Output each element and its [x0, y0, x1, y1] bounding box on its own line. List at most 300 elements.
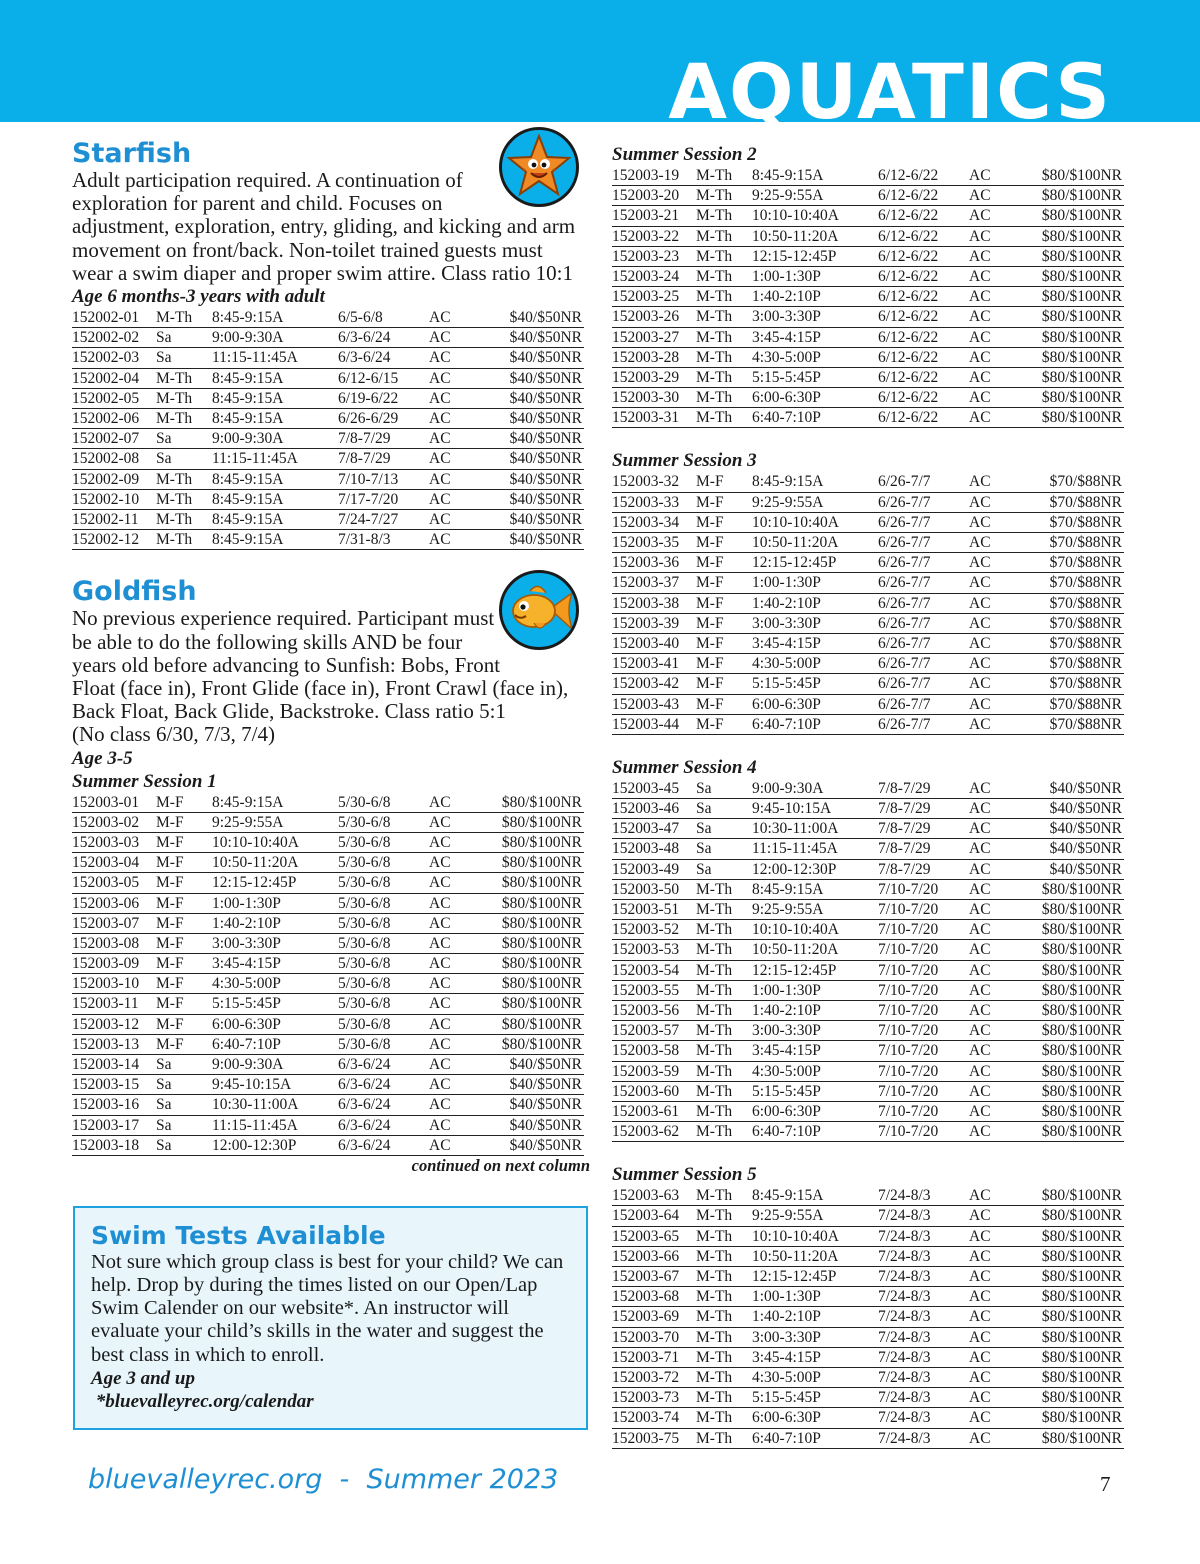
class-fee: $80/$100NR [501, 975, 582, 993]
class-code: 152003-04 [72, 854, 140, 872]
class-time: 3:45-4:15P [752, 1348, 821, 1366]
class-days: M-Th [696, 328, 733, 346]
class-fee: $40/$50NR [509, 1056, 582, 1074]
class-days: M-Th [696, 941, 733, 959]
class-days: M-Th [696, 187, 733, 205]
class-fee: $40/$50NR [509, 1116, 582, 1134]
swim-tests-box [73, 1206, 588, 1430]
class-days: M-Th [156, 531, 193, 549]
class-location: AC [969, 1207, 991, 1225]
class-location: AC [969, 267, 991, 285]
session2-table [612, 166, 1124, 428]
class-time: 8:45-9:15A [212, 389, 284, 407]
class-dates: 7/10-7/20 [878, 1102, 939, 1120]
class-row [612, 1348, 1124, 1368]
class-dates: 5/30-6/8 [338, 955, 391, 973]
class-location: AC [429, 995, 451, 1013]
class-fee: $80/$100NR [501, 833, 582, 851]
class-days: M-Th [696, 1409, 733, 1427]
class-days: Sa [156, 450, 172, 468]
class-days: M-F [156, 995, 184, 1013]
class-row [612, 573, 1124, 593]
class-fee: $40/$50NR [509, 1096, 582, 1114]
class-location: AC [429, 854, 451, 872]
class-time: 6:00-6:30P [752, 1409, 821, 1427]
class-dates: 6/12-6/22 [878, 308, 939, 326]
class-days: M-F [156, 793, 184, 811]
class-row [612, 328, 1124, 348]
class-row [612, 715, 1124, 735]
class-dates: 7/24-8/3 [878, 1389, 931, 1407]
class-dates: 6/12-6/22 [878, 328, 939, 346]
class-days: M-Th [696, 389, 733, 407]
class-time: 10:30-11:00A [752, 820, 839, 838]
class-location: AC [429, 1076, 451, 1094]
class-dates: 7/10-7/13 [338, 470, 399, 488]
class-fee: $70/$88NR [1049, 715, 1122, 733]
session4-table [612, 779, 1124, 1142]
class-time: 6:40-7:10P [752, 715, 821, 733]
class-code: 152003-37 [612, 574, 680, 592]
class-time: 8:45-9:15A [752, 167, 824, 184]
class-row [72, 954, 584, 974]
class-days: M-Th [696, 247, 733, 265]
class-code: 152003-67 [612, 1268, 680, 1285]
class-days: M-Th [696, 1001, 733, 1019]
class-time: 3:45-4:15P [212, 955, 281, 973]
class-time: 4:30-5:00P [212, 975, 281, 993]
class-time: 1:00-1:30P [212, 894, 281, 912]
class-location: AC [969, 167, 991, 184]
goldfish-mascot-icon [499, 570, 579, 650]
class-dates: 5/30-6/8 [338, 934, 391, 952]
class-dates: 6/3-6/24 [338, 1056, 391, 1074]
footer-site: bluevalleyrec.org - Summer 2023 [88, 1464, 559, 1495]
class-time: 9:25-9:55A [752, 493, 824, 511]
class-row [612, 493, 1124, 513]
class-location: AC [429, 833, 451, 851]
class-row [612, 695, 1124, 715]
class-days: M-Th [696, 1429, 733, 1447]
class-dates: 6/12-6/22 [878, 288, 939, 306]
class-row [612, 166, 1124, 186]
class-location: AC [969, 860, 991, 878]
class-time: 9:25-9:55A [752, 187, 824, 205]
class-location: AC [969, 1389, 991, 1407]
class-dates: 7/10-7/20 [878, 961, 939, 979]
class-days: M-Th [696, 267, 733, 285]
class-dates: 7/8-7/29 [338, 430, 391, 448]
goldfish-desc-line: (No class 6/30, 7/3, 7/4) [72, 722, 275, 747]
class-code: 152003-52 [612, 921, 680, 939]
class-location: AC [429, 389, 451, 407]
class-row [72, 1136, 584, 1156]
class-days: M-F [696, 534, 724, 551]
class-time: 8:45-9:15A [212, 309, 284, 327]
goldfish-desc-line: be able to do the following skills AND be four [72, 629, 463, 654]
class-fee: $70/$88NR [1049, 634, 1122, 652]
class-code: 152003-74 [612, 1409, 680, 1427]
class-code: 152003-63 [612, 1187, 680, 1205]
starfish-icon [502, 130, 576, 204]
class-dates: 6/3-6/24 [338, 349, 391, 367]
class-code: 152002-08 [72, 450, 140, 468]
class-time: 3:00-3:30P [752, 308, 821, 326]
class-dates: 6/26-7/7 [878, 634, 931, 652]
class-row [72, 853, 584, 873]
class-days: Sa [156, 1076, 172, 1094]
class-dates: 5/30-6/8 [338, 1015, 391, 1033]
class-dates: 6/26-7/7 [878, 473, 931, 491]
class-code: 152003-27 [612, 328, 680, 346]
class-code: 152002-06 [72, 410, 140, 427]
class-code: 152003-15 [72, 1076, 140, 1094]
class-code: 152003-32 [612, 473, 680, 491]
class-dates: 7/24-8/3 [878, 1328, 931, 1346]
class-fee: $80/$100NR [501, 934, 582, 952]
class-fee: $40/$50NR [509, 490, 582, 508]
class-days: M-Th [696, 961, 733, 979]
class-code: 152003-01 [72, 793, 140, 811]
class-time: 9:25-9:55A [212, 813, 284, 831]
class-time: 9:00-9:30A [752, 779, 824, 797]
class-code: 152003-41 [612, 655, 680, 673]
class-days: M-Th [696, 207, 733, 225]
class-fee: $80/$100NR [1041, 981, 1122, 999]
class-time: 10:50-11:20A [752, 941, 839, 959]
class-row [612, 839, 1124, 859]
class-code: 152002-12 [72, 531, 140, 549]
class-dates: 6/3-6/24 [338, 329, 391, 347]
class-code: 152003-73 [612, 1389, 680, 1407]
class-row [72, 409, 584, 429]
class-fee: $80/$100NR [1041, 961, 1122, 979]
class-location: AC [969, 675, 991, 693]
class-days: Sa [696, 800, 712, 818]
class-time: 1:00-1:30P [752, 1288, 821, 1306]
class-row [72, 873, 584, 893]
class-location: AC [429, 874, 451, 892]
class-days: M-F [156, 934, 184, 952]
class-row [72, 833, 584, 853]
class-code: 152003-39 [612, 614, 680, 632]
class-location: AC [969, 207, 991, 225]
class-time: 8:45-9:15A [752, 473, 824, 491]
class-row [72, 793, 584, 813]
class-days: M-Th [696, 1389, 733, 1407]
class-row [72, 490, 584, 510]
class-code: 152002-10 [72, 490, 140, 508]
class-code: 152003-09 [72, 955, 140, 973]
class-code: 152003-71 [612, 1348, 680, 1366]
goldfish-desc-line: Float (face in), Front Glide (face in), Front Crawl (face in), [72, 675, 569, 700]
class-row [72, 1095, 584, 1115]
class-location: AC [969, 554, 991, 572]
class-row [612, 533, 1124, 553]
class-time: 6:40-7:10P [752, 1123, 821, 1141]
class-fee: $70/$88NR [1049, 534, 1122, 551]
class-dates: 5/30-6/8 [338, 833, 391, 851]
starfish-desc-line: exploration for parent and child. Focuses on [72, 191, 443, 216]
class-fee: $70/$88NR [1049, 473, 1122, 491]
class-row [72, 328, 584, 348]
class-fee: $80/$100NR [1041, 1082, 1122, 1100]
class-fee: $80/$100NR [1041, 1368, 1122, 1386]
class-dates: 7/24-8/3 [878, 1207, 931, 1225]
class-location: AC [429, 955, 451, 973]
class-days: M-F [156, 914, 184, 932]
class-location: AC [429, 430, 451, 448]
class-time: 4:30-5:00P [752, 348, 821, 366]
class-days: M-F [696, 695, 724, 713]
class-dates: 7/10-7/20 [878, 1062, 939, 1080]
class-time: 3:45-4:15P [752, 634, 821, 652]
class-dates: 7/10-7/20 [878, 1022, 939, 1040]
class-code: 152002-01 [72, 309, 140, 327]
class-location: AC [429, 349, 451, 367]
class-fee: $80/$100NR [1041, 1207, 1122, 1225]
page-title: AQUATICS [668, 47, 1112, 136]
class-fee: $80/$100NR [1041, 348, 1122, 366]
class-dates: 7/8-7/29 [878, 820, 931, 838]
class-dates: 7/24-8/3 [878, 1429, 931, 1447]
class-row [612, 920, 1124, 940]
class-dates: 5/30-6/8 [338, 995, 391, 1013]
class-code: 152003-11 [72, 995, 139, 1013]
class-fee: $80/$100NR [501, 813, 582, 831]
class-dates: 7/24-8/3 [878, 1368, 931, 1386]
class-time: 12:15-12:45P [752, 961, 837, 979]
class-dates: 6/12-6/22 [878, 187, 939, 205]
class-time: 8:45-9:15A [212, 531, 284, 549]
session-title: Summer Session 3 [612, 450, 757, 472]
swim-tests-desc-line: Swim Calender on our website*. An instructor will [91, 1297, 509, 1320]
class-days: M-F [156, 955, 184, 973]
class-code: 152003-22 [612, 227, 680, 245]
class-dates: 6/12-6/22 [878, 389, 939, 407]
class-dates: 7/10-7/20 [878, 1042, 939, 1060]
class-days: Sa [156, 1136, 172, 1154]
class-location: AC [969, 1348, 991, 1366]
class-row [72, 1075, 584, 1095]
class-dates: 6/26-7/7 [878, 655, 931, 673]
class-days: Sa [156, 1116, 172, 1134]
class-row [612, 1102, 1124, 1122]
class-dates: 6/5-6/8 [338, 309, 383, 327]
class-days: Sa [696, 820, 712, 838]
class-row [612, 267, 1124, 287]
left-column [72, 138, 590, 1176]
class-location: AC [429, 1056, 451, 1074]
class-fee: $80/$100NR [1041, 1409, 1122, 1427]
class-days: M-F [156, 1015, 184, 1033]
class-code: 152003-56 [612, 1001, 680, 1019]
class-fee: $40/$50NR [1049, 820, 1122, 838]
class-code: 152003-44 [612, 715, 680, 733]
class-location: AC [969, 513, 991, 531]
class-dates: 5/30-6/8 [338, 874, 391, 892]
class-fee: $80/$100NR [1041, 1123, 1122, 1141]
class-fee: $80/$100NR [501, 793, 582, 811]
class-time: 8:45-9:15A [212, 490, 284, 508]
class-time: 12:15-12:45P [752, 247, 837, 265]
class-fee: $80/$100NR [1041, 207, 1122, 225]
class-row [612, 1368, 1124, 1388]
class-days: M-Th [696, 1348, 733, 1366]
class-time: 8:45-9:15A [212, 369, 284, 387]
class-location: AC [969, 348, 991, 366]
class-code: 152003-36 [612, 554, 680, 572]
class-dates: 5/30-6/8 [338, 975, 391, 993]
class-fee: $80/$100NR [1041, 328, 1122, 346]
class-row [612, 1429, 1124, 1449]
class-row [612, 1227, 1124, 1247]
class-fee: $40/$50NR [1049, 840, 1122, 858]
starfish-desc-line: Adult participation required. A continuation of [72, 168, 463, 193]
class-dates: 6/12-6/22 [878, 247, 939, 265]
class-location: AC [969, 941, 991, 959]
class-fee: $80/$100NR [1041, 1187, 1122, 1205]
class-days: M-Th [696, 1247, 733, 1265]
class-code: 152003-70 [612, 1328, 680, 1346]
class-location: AC [969, 901, 991, 918]
class-location: AC [969, 288, 991, 306]
class-dates: 6/26-7/7 [878, 594, 931, 612]
class-time: 11:15-11:45A [212, 349, 298, 367]
class-days: M-F [156, 833, 184, 851]
class-fee: $40/$50NR [1049, 860, 1122, 878]
class-location: AC [969, 308, 991, 326]
class-row [612, 1062, 1124, 1082]
class-location: AC [429, 531, 451, 549]
class-fee: $80/$100NR [1041, 880, 1122, 898]
class-days: M-F [696, 634, 724, 652]
class-dates: 7/8-7/29 [878, 779, 931, 797]
class-time: 11:15-11:45A [212, 1116, 298, 1134]
class-dates: 5/30-6/8 [338, 854, 391, 872]
class-time: 5:15-5:45P [752, 1082, 821, 1100]
class-dates: 6/3-6/24 [338, 1136, 391, 1154]
goldfish-icon [502, 573, 576, 647]
class-row [612, 368, 1124, 388]
class-code: 152003-48 [612, 840, 680, 858]
class-row [72, 894, 584, 914]
class-time: 1:00-1:30P [752, 267, 821, 285]
class-days: M-Th [156, 369, 193, 387]
class-dates: 5/30-6/8 [338, 793, 391, 811]
class-code: 152003-57 [612, 1022, 680, 1040]
class-location: AC [429, 813, 451, 831]
class-row [612, 186, 1124, 206]
class-time: 6:00-6:30P [752, 1102, 821, 1120]
class-location: AC [969, 594, 991, 612]
class-location: AC [969, 1247, 991, 1265]
class-dates: 6/26-7/7 [878, 614, 931, 632]
class-location: AC [969, 614, 991, 632]
class-days: M-F [696, 513, 724, 531]
class-location: AC [969, 655, 991, 673]
class-dates: 7/24-8/3 [878, 1348, 931, 1366]
class-fee: $70/$88NR [1049, 513, 1122, 531]
class-code: 152003-24 [612, 267, 680, 285]
class-code: 152003-07 [72, 914, 140, 932]
class-dates: 7/8-7/29 [878, 860, 931, 878]
class-code: 152003-26 [612, 308, 680, 326]
class-dates: 7/24-8/3 [878, 1227, 931, 1245]
class-dates: 6/12-6/22 [878, 167, 939, 184]
class-row [612, 1186, 1124, 1206]
class-location: AC [429, 309, 451, 327]
class-fee: $40/$50NR [509, 329, 582, 347]
class-time: 4:30-5:00P [752, 1368, 821, 1386]
class-row [612, 348, 1124, 368]
class-days: M-Th [696, 167, 733, 184]
class-code: 152003-12 [72, 1015, 140, 1033]
calendar-link[interactable]: *bluevalleyrec.org/calendar [91, 1390, 314, 1412]
class-fee: $40/$50NR [509, 450, 582, 468]
class-fee: $80/$100NR [501, 1035, 582, 1053]
class-location: AC [969, 368, 991, 386]
class-days: M-F [696, 675, 724, 693]
class-code: 152003-21 [612, 207, 680, 225]
class-location: AC [969, 1022, 991, 1040]
class-row [612, 1307, 1124, 1327]
class-fee: $40/$50NR [1049, 800, 1122, 818]
class-dates: 7/17-7/20 [338, 490, 399, 508]
class-fee: $70/$88NR [1049, 675, 1122, 693]
class-dates: 6/12-6/22 [878, 207, 939, 225]
class-time: 12:15-12:45P [212, 874, 297, 892]
class-days: M-Th [156, 470, 193, 488]
class-time: 11:15-11:45A [752, 840, 838, 858]
class-dates: 6/12-6/22 [878, 368, 939, 386]
class-time: 3:00-3:30P [752, 1328, 821, 1346]
class-days: M-Th [696, 1328, 733, 1346]
class-days: Sa [696, 779, 712, 797]
class-row [612, 860, 1124, 880]
class-code: 152003-13 [72, 1035, 140, 1053]
class-fee: $80/$100NR [1041, 288, 1122, 306]
class-code: 152003-40 [612, 634, 680, 652]
class-days: M-Th [696, 1368, 733, 1386]
class-row [72, 1055, 584, 1075]
class-code: 152003-59 [612, 1062, 680, 1080]
class-location: AC [969, 574, 991, 592]
class-dates: 7/10-7/20 [878, 1082, 939, 1100]
class-location: AC [969, 961, 991, 979]
class-fee: $80/$100NR [1041, 1022, 1122, 1040]
class-code: 152003-47 [612, 820, 680, 838]
class-days: M-Th [696, 348, 733, 366]
class-location: AC [969, 715, 991, 733]
class-days: M-Th [696, 1022, 733, 1040]
class-days: M-Th [696, 1308, 733, 1326]
goldfish-desc-line: years old before advancing to Sunfish: Bobs, Front [72, 652, 501, 677]
class-location: AC [969, 1042, 991, 1060]
goldfish-desc-line: Back Float, Back Glide, Backstroke. Class ratio 5:1 [72, 699, 506, 724]
class-fee: $80/$100NR [1041, 187, 1122, 205]
class-days: Sa [156, 329, 172, 347]
class-days: Sa [696, 840, 712, 858]
class-row [612, 779, 1124, 799]
class-days: M-Th [156, 410, 193, 427]
class-location: AC [429, 1136, 451, 1154]
class-fee: $80/$100NR [1041, 368, 1122, 386]
class-days: M-Th [156, 510, 193, 528]
class-location: AC [969, 820, 991, 838]
class-code: 152003-17 [72, 1116, 140, 1134]
class-days: Sa [156, 1056, 172, 1074]
